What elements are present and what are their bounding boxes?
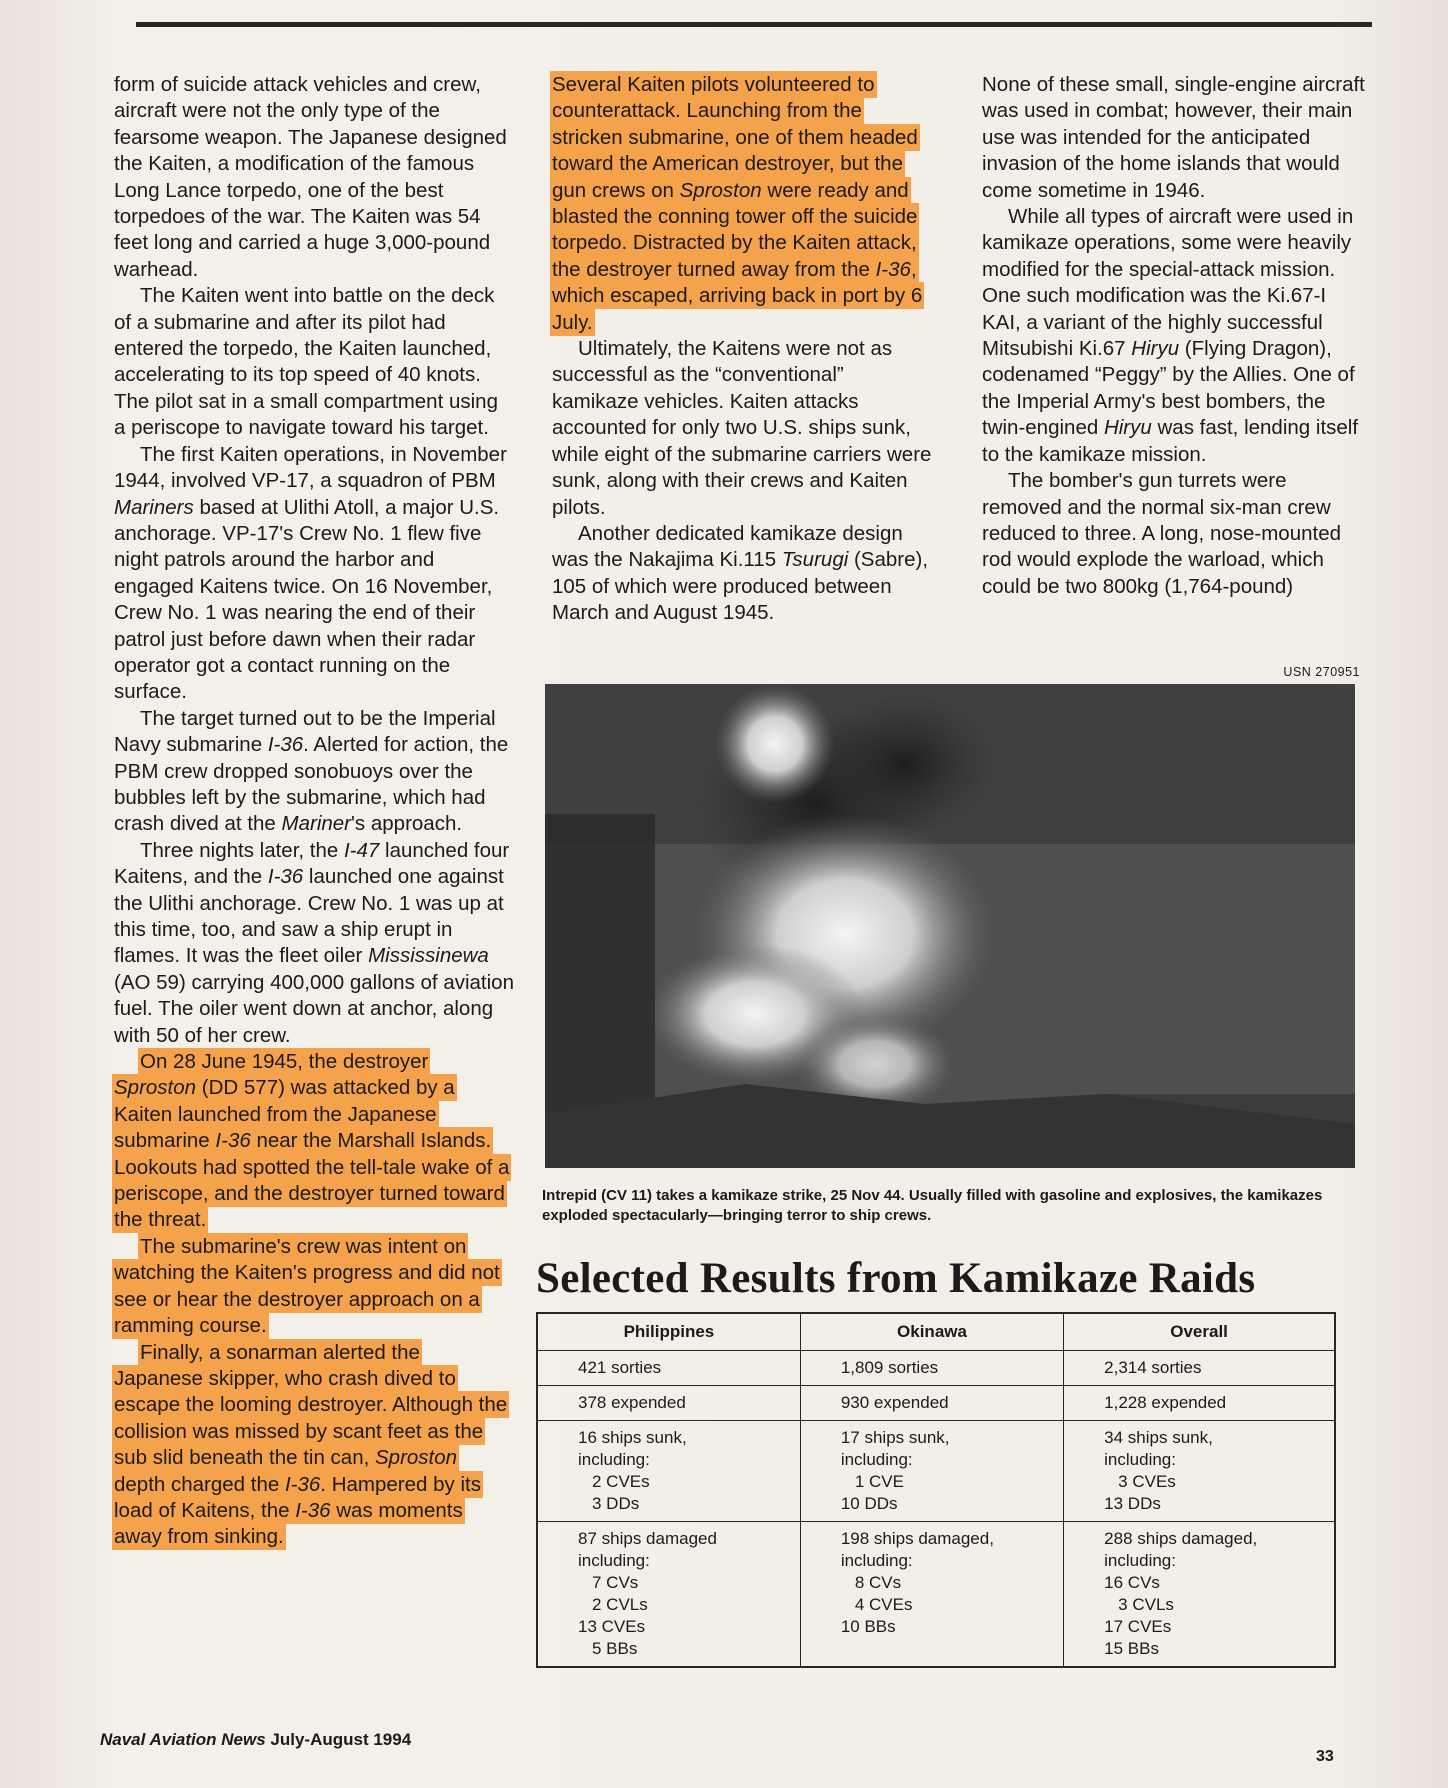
paragraph: The Kaiten went into battle on the deck of a submarine and after its pilot had entered the torpedo, the Kaiten launched, accelerating to its top speed of 40 knots. The pilot sat in a small compartment using a periscope to navigate toward his target.: [114, 284, 498, 440]
table-row: [537, 1421, 1335, 1522]
column-header: Overall: [1064, 1313, 1335, 1351]
paragraph: The bomber's gun turrets were removed and the normal six-man crew reduced to three. A long, nose-mounted rod would explode the warload, which could be two 800kg (1,764-pound): [982, 469, 1342, 598]
article-column-2: [552, 72, 934, 627]
kamikaze-strike-photo: [545, 684, 1355, 1168]
highlighted-paragraph: [114, 1234, 514, 1340]
publication-footer: [100, 1730, 411, 1750]
paragraph: The first Kaiten operations, in November 1944, involved VP-17, a squadron of PBM Mariners based at Ulithi Atoll, a major U.S. anchorage. VP-17's Crew No. 1 flew five night patrols around the harbor and engaged Kaitens twice. On 16 November, Crew No. 1 was nearing the end of their patrol just before dawn when their radar operator got a contact running on the surface.: [114, 442, 507, 704]
table-row: [537, 1386, 1335, 1421]
table-cell: 2,314 sorties: [1064, 1351, 1335, 1386]
table-cell: 288 ships damaged, including: 16 CVs 3 CVLs 17 CVEs 15 BBs: [1064, 1522, 1335, 1668]
paragraph: form of suicide attack vehicles and crew, aircraft were not the only type of the fearsome weapon. The Japanese designed the Kaiten, a modification of the famous Long Lance torpedo, one of the best torpedoes of the war. The Kaiten was 54 feet long and carried a huge 3,000-pound warhead.: [114, 73, 507, 281]
table-cell: 16 ships sunk, including: 2 CVEs 3 DDs: [537, 1421, 800, 1522]
table-row: [537, 1351, 1335, 1386]
table-cell: 421 sorties: [537, 1351, 800, 1386]
article-column-3: [982, 72, 1368, 600]
table-header-row: [537, 1313, 1335, 1351]
paragraph: While all types of aircraft were used in kamikaze operations, some were heavily modified for the special-attack mission. One such modification was the Ki.67-I KAI, a variant of the highly successful Mitsubishi Ki.67 Hiryu (Flying Dragon), codenamed “Peggy” by the Allies. One of the Imperial Army's best bombers, the twin-engined Hiryu was fast, lending itself to the kamikaze mission.: [982, 205, 1359, 466]
table-row: [537, 1522, 1335, 1668]
photo-caption: Intrepid (CV 11) takes a kamikaze strike, 25 Nov 44. Usually filled with gasoline and explosives, the kamikazes exploded spectacularly—bringing terror to ship crews.: [542, 1187, 1323, 1224]
table-cell: 17 ships sunk, including: 1 CVE 10 DDs: [800, 1421, 1063, 1522]
issue-date: July-August 1994: [270, 1730, 412, 1749]
highlight: On 28 June 1945, the destroyer Sproston (DD 577) was attacked by a Kaiten launched from the Japanese submarine I-36 near the Marshall Islands. Lookouts had spotted the tell-tale wake of a periscope, and the destroyer turned toward the threat.: [114, 1050, 510, 1232]
paragraph: Another dedicated kamikaze design was the Nakajima Ki.115 Tsurugi (Sabre), 105 of which were produced between March and August 1945.: [552, 521, 929, 625]
photo-credit: USN 270951: [1283, 665, 1360, 679]
highlight: Finally, a sonarman alerted the Japanese skipper, who crash dived to escape the looming destroyer. Although the collision was missed by scant feet as the sub slid beneath the tin can, Sproston depth charged the I-36. Hampered by its load of Kaitens, the I-36 was moments away from sinking.: [114, 1340, 508, 1549]
publication-name: Naval Aviation News: [100, 1730, 266, 1749]
paragraph: Ultimately, the Kaitens were not as successful as the “conventional” kamikaze vehicles. Kaiten attacks accounted for only two U.S. ships sunk, while eight of the submarine carriers were sunk, along with their crews and Kaiten pilots.: [552, 337, 932, 519]
highlighted-paragraph: [114, 1049, 514, 1234]
table-cell: 378 expended: [537, 1386, 800, 1421]
highlight: The submarine's crew was intent on watching the Kaiten's progress and did not see or hear the destroyer approach on a ramming course.: [114, 1234, 500, 1338]
table-cell: 87 ships damaged including: 7 CVs 2 CVLs 13 CVEs 5 BBs: [537, 1522, 800, 1668]
table-cell: 1,809 sorties: [800, 1351, 1063, 1386]
column-header: Okinawa: [800, 1313, 1063, 1351]
highlight: Several Kaiten pilots volunteered to counterattack. Launching from the stricken submarine, one of them headed toward the American destroyer, but the gun crews on Sproston were ready and blasted the conning tower off the suicide torpedo. Distracted by the Kaiten attack, the destroyer turned away from the I-36, which escaped, arriving back in port by 6 July.: [552, 73, 923, 334]
explosion-photo-illustration: [545, 684, 1355, 1168]
table-cell: 34 ships sunk, including: 3 CVEs 13 DDs: [1064, 1421, 1335, 1522]
highlighted-paragraph: [114, 1340, 514, 1551]
top-rule: [136, 22, 1372, 27]
table-title: Selected Results from Kamikaze Raids: [536, 1255, 1256, 1302]
kamikaze-results-table: [536, 1312, 1336, 1668]
page-number: 33: [1316, 1748, 1334, 1765]
table-cell: 198 ships damaged, including: 8 CVs 4 CVEs 10 BBs: [800, 1522, 1063, 1668]
paragraph: None of these small, single-engine aircraft was used in combat; however, their main use was intended for the anticipated invasion of the home islands that would come sometime in 1946.: [982, 73, 1365, 202]
table-cell: 930 expended: [800, 1386, 1063, 1421]
table-cell: 1,228 expended: [1064, 1386, 1335, 1421]
paragraph: Three nights later, the I-47 launched four Kaitens, and the I-36 launched one against the Ulithi anchorage. Crew No. 1 was up at this time, too, and saw a ship erupt in flames. It was the fleet oiler Mississinewa (AO 59) carrying 400,000 gallons of aviation fuel. The oiler went down at anchor, along with 50 of her crew.: [114, 838, 514, 1047]
article-column-1: [114, 72, 514, 1551]
paragraph: The target turned out to be the Imperial Navy submarine I-36. Alerted for action, the PBM crew dropped sonobuoys over the bubbles left by the submarine, which had crash dived at the Mariner's approach.: [114, 706, 509, 836]
column-header: Philippines: [537, 1313, 800, 1351]
highlighted-paragraph: [552, 72, 934, 336]
